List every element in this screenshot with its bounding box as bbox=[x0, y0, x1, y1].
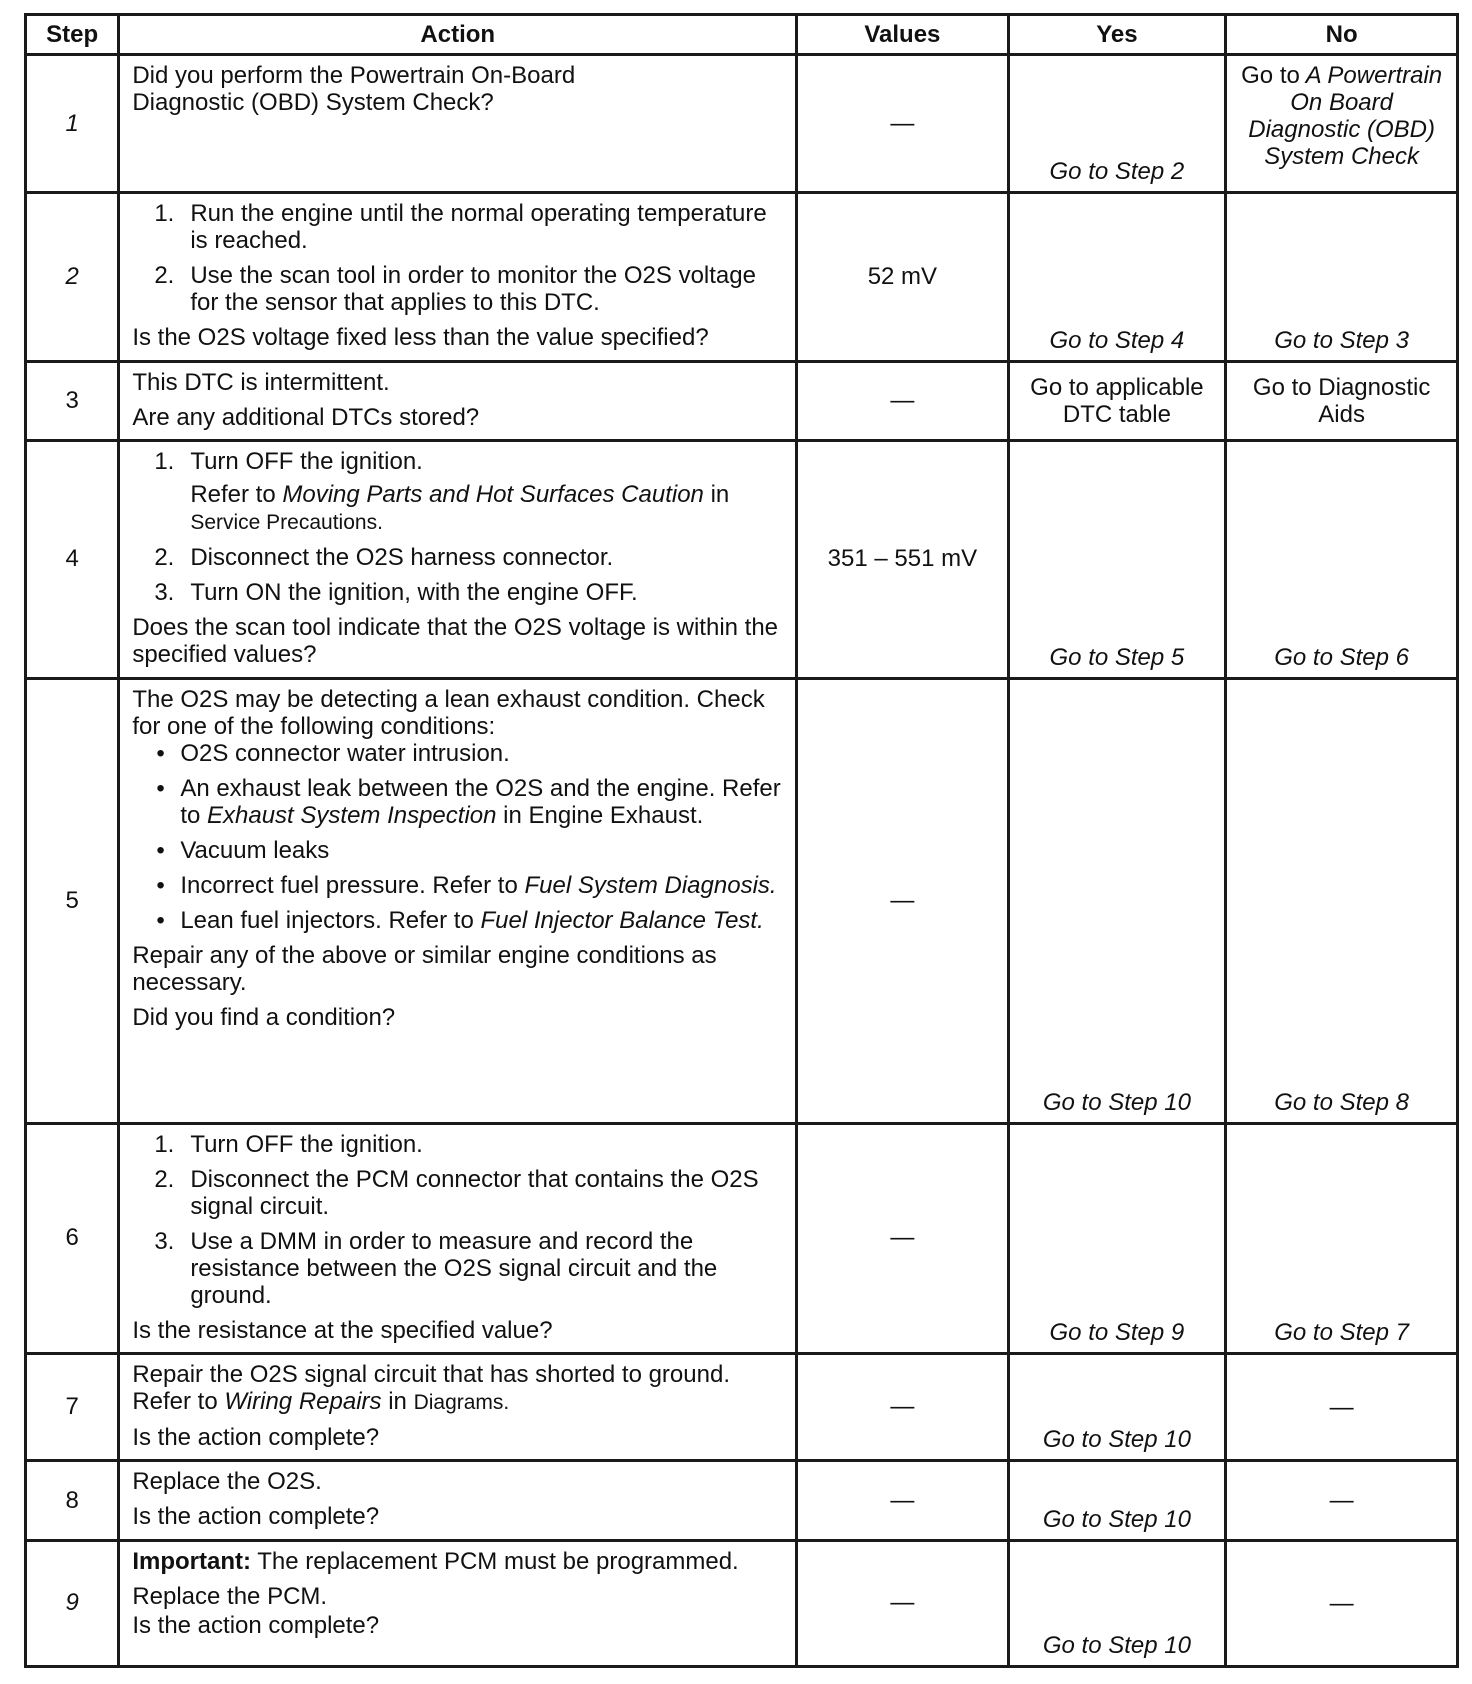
value-cell: — bbox=[797, 1123, 1008, 1354]
important-note: Important: The replacement PCM must be programmed. bbox=[132, 1547, 739, 1575]
refer-note: Refer to Moving Parts and Hot Surfaces Caution in Service Precautions. bbox=[190, 480, 730, 534]
action-question: Does the scan tool indicate that the O2S voltage is within the specified values? bbox=[132, 613, 779, 668]
action-question: Is the action complete? bbox=[132, 1503, 380, 1531]
yes-cell[interactable]: Go to Step 2 bbox=[1008, 55, 1226, 193]
table-row-step-1 bbox=[26, 55, 1458, 193]
table-row-step-9 bbox=[26, 1540, 1458, 1666]
action-text: This DTC is intermittent. bbox=[132, 368, 390, 396]
table-row-step-6 bbox=[26, 1123, 1458, 1354]
no-cell[interactable] bbox=[1226, 55, 1458, 193]
no-prefix: Go to bbox=[1241, 62, 1300, 89]
step-number: 2 bbox=[26, 193, 119, 361]
value-cell: — bbox=[797, 678, 1008, 1123]
yes-cell[interactable]: Go to Step 9 bbox=[1008, 1123, 1226, 1354]
no-cell[interactable]: Go to Diagnostic Aids bbox=[1226, 361, 1458, 440]
action-cell bbox=[119, 1123, 797, 1354]
diagnostic-table bbox=[24, 13, 1459, 1668]
value-cell: — bbox=[797, 1540, 1008, 1666]
refer-link[interactable]: Fuel Injector Balance Test. bbox=[480, 906, 764, 934]
refer-link[interactable]: Exhaust System Inspection bbox=[207, 801, 497, 829]
no-cell[interactable]: Go to Step 8 bbox=[1226, 678, 1458, 1123]
no-cell[interactable]: Go to Step 7 bbox=[1226, 1123, 1458, 1354]
table-row-step-7 bbox=[26, 1354, 1458, 1461]
list-item: 3. Turn ON the ignition, with the engine OFF. bbox=[154, 578, 638, 606]
refer-link[interactable]: Moving Parts and Hot Surfaces Caution bbox=[282, 480, 704, 508]
action-text: Replace the O2S. bbox=[132, 1468, 322, 1496]
list-item: • An exhaust leak between the O2S and the engine. Refer to Exhaust System Inspection in Engine Exhaust. bbox=[156, 774, 781, 829]
table-row-step-4 bbox=[26, 440, 1458, 678]
value-cell: — bbox=[797, 55, 1008, 193]
action-question: Are any additional DTCs stored? bbox=[132, 403, 480, 431]
header-row bbox=[26, 15, 1458, 55]
yes-cell[interactable]: Go to Step 10 bbox=[1008, 678, 1226, 1123]
list-item: 2. Disconnect the PCM connector that contains the O2S signal circuit. bbox=[154, 1165, 759, 1220]
header-values: Values bbox=[797, 15, 1008, 55]
list-item: 1. Turn OFF the ignition. Refer to Moving Parts and Hot Surfaces Caution in Service Precautions. bbox=[132, 448, 787, 536]
list-item: 3. Use a DMM in order to measure and record the resistance between the O2S signal circuit and the ground. bbox=[154, 1227, 718, 1309]
action-intro: The O2S may be detecting a lean exhaust condition. Check for one of the following conditions: bbox=[132, 685, 765, 740]
action-text: Repair the O2S signal circuit that has shorted to ground. Refer to Wiring Repairs in Diagrams. bbox=[132, 1361, 730, 1416]
step-number: 7 bbox=[26, 1354, 119, 1461]
action-cell bbox=[119, 440, 797, 678]
list-item: • Incorrect fuel pressure. Refer to Fuel System Diagnosis. bbox=[156, 871, 777, 899]
yes-cell[interactable]: Go to Step 10 bbox=[1008, 1354, 1226, 1461]
yes-cell[interactable]: Go to applicable DTC table bbox=[1008, 361, 1226, 440]
yes-cell[interactable]: Go to Step 10 bbox=[1008, 1540, 1226, 1666]
table-row-step-8 bbox=[26, 1461, 1458, 1540]
condition-list bbox=[132, 740, 787, 934]
header-action: Action bbox=[119, 15, 797, 55]
table-row-step-3 bbox=[26, 361, 1458, 440]
step-number: 6 bbox=[26, 1123, 119, 1354]
value-cell: — bbox=[797, 1461, 1008, 1540]
no-cell: — bbox=[1226, 1354, 1458, 1461]
action-cell bbox=[119, 678, 797, 1123]
refer-link[interactable]: Wiring Repairs bbox=[224, 1388, 382, 1416]
step-number: 8 bbox=[26, 1461, 119, 1540]
list-item: • Vacuum leaks bbox=[156, 836, 330, 864]
table-row-step-2 bbox=[26, 193, 1458, 361]
list-item: 1. Run the engine until the normal operating temperature is reached. bbox=[154, 200, 767, 255]
value-cell: — bbox=[797, 361, 1008, 440]
no-cell[interactable]: Go to Step 3 bbox=[1226, 193, 1458, 361]
action-repair: Repair any of the above or similar engine conditions as necessary. bbox=[132, 941, 717, 996]
action-text: Did you perform the Powertrain On-Board Diagnostic (OBD) System Check? bbox=[132, 62, 576, 116]
list-item: 1. Turn OFF the ignition. bbox=[154, 1130, 423, 1158]
action-steps bbox=[132, 200, 787, 316]
yes-cell[interactable]: Go to Step 10 bbox=[1008, 1461, 1226, 1540]
action-cell bbox=[119, 361, 797, 440]
no-link[interactable]: A Powertrain On Board Diagnostic (OBD) System Check bbox=[1248, 62, 1443, 170]
value-cell: — bbox=[797, 1354, 1008, 1461]
no-cell: — bbox=[1226, 1540, 1458, 1666]
list-item: • Lean fuel injectors. Refer to Fuel Injector Balance Test. bbox=[156, 906, 764, 934]
action-steps bbox=[132, 1131, 787, 1309]
step-number: 3 bbox=[26, 361, 119, 440]
action-question: Is the O2S voltage fixed less than the value specified? bbox=[132, 324, 709, 352]
action-steps bbox=[132, 448, 787, 606]
action-cell bbox=[119, 55, 797, 193]
action-cell bbox=[119, 193, 797, 361]
header-step: Step bbox=[26, 15, 119, 55]
header-yes: Yes bbox=[1008, 15, 1226, 55]
header-no: No bbox=[1226, 15, 1458, 55]
action-question: Is the action complete? bbox=[132, 1611, 380, 1639]
yes-cell[interactable]: Go to Step 5 bbox=[1008, 440, 1226, 678]
important-label: Important: bbox=[132, 1547, 251, 1575]
action-cell bbox=[119, 1461, 797, 1540]
value-cell: 52 mV bbox=[797, 193, 1008, 361]
table-row-step-5 bbox=[26, 678, 1458, 1123]
step-number: 1 bbox=[26, 55, 119, 193]
list-item: 2. Use the scan tool in order to monitor the O2S voltage for the sensor that applies to this DTC. bbox=[154, 262, 756, 317]
refer-link[interactable]: Fuel System Diagnosis. bbox=[524, 871, 777, 899]
no-cell[interactable]: Go to Step 6 bbox=[1226, 440, 1458, 678]
step-number: 9 bbox=[26, 1540, 119, 1666]
action-cell bbox=[119, 1540, 797, 1666]
action-question: Is the action complete? bbox=[132, 1424, 380, 1452]
action-cell bbox=[119, 1354, 797, 1461]
action-question: Did you find a condition? bbox=[132, 1003, 396, 1031]
value-cell: 351 – 551 mV bbox=[797, 440, 1008, 678]
no-cell: — bbox=[1226, 1461, 1458, 1540]
action-text: Replace the PCM. bbox=[132, 1582, 328, 1610]
step-number: 5 bbox=[26, 678, 119, 1123]
list-item: • O2S connector water intrusion. bbox=[156, 739, 510, 767]
step-number: 4 bbox=[26, 440, 119, 678]
action-question: Is the resistance at the specified value? bbox=[132, 1316, 553, 1344]
yes-cell[interactable]: Go to Step 4 bbox=[1008, 193, 1226, 361]
list-item: 2. Disconnect the O2S harness connector. bbox=[154, 543, 614, 571]
